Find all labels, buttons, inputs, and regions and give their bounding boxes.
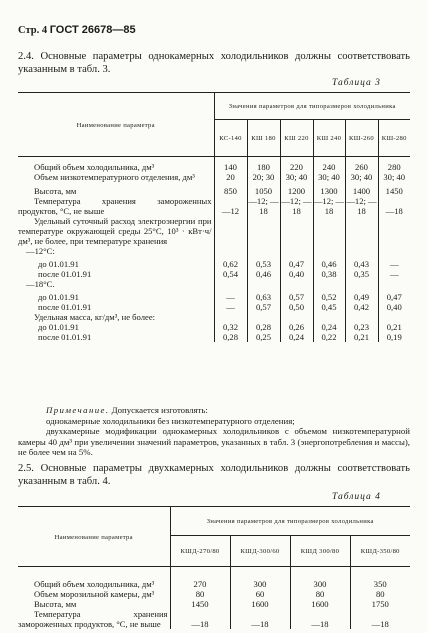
row-label: до 01.01.91 bbox=[38, 259, 79, 269]
cell-value: —12 bbox=[214, 196, 247, 216]
row-label: Общий объем холодильника, дм³ bbox=[34, 579, 155, 589]
cell-value bbox=[313, 216, 345, 246]
cell-value: 0,22 bbox=[313, 332, 345, 342]
section-2-5: 2.5. Основные параметры двухкамерных холодильников должны соответствовать указанным в табл. 4. bbox=[18, 463, 410, 487]
row-label: Удельная масса, кг/дм³, не более: bbox=[34, 312, 156, 322]
cell-value: 1450 bbox=[378, 182, 410, 196]
cell-value: 0,52 bbox=[313, 289, 345, 302]
cell-value bbox=[280, 279, 313, 289]
cell-value bbox=[378, 246, 410, 256]
cell-value: 220 bbox=[280, 157, 313, 173]
cell-value: —18 bbox=[170, 609, 230, 629]
cell-value: 0,40 bbox=[280, 269, 313, 279]
table3-col-header: КШ-280 bbox=[378, 120, 410, 157]
table-row bbox=[18, 216, 410, 246]
cell-value: —18 bbox=[350, 609, 410, 629]
cell-value: 20 bbox=[214, 172, 247, 182]
cell-value: 0,62 bbox=[214, 256, 247, 269]
cell-value: —18 bbox=[378, 196, 410, 216]
cell-value bbox=[345, 279, 378, 289]
cell-value bbox=[214, 279, 247, 289]
cell-value: 0,23 bbox=[345, 322, 378, 332]
row-label: Удельный суточный расход электроэнергии при температуре окружающей среды 25°С, 10³ · кВт·ч/дм³, не более, при температуре хранения bbox=[18, 216, 212, 246]
cell-value bbox=[280, 216, 313, 246]
cell-value: 1300 bbox=[313, 182, 345, 196]
cell-value: 30; 40 bbox=[345, 172, 378, 182]
cell-value bbox=[313, 279, 345, 289]
row-label: Объем низкотемпературного отделения, дм³ bbox=[34, 172, 195, 182]
page-header bbox=[18, 24, 136, 36]
cell-value: 0,50 bbox=[280, 302, 313, 312]
cell-value bbox=[345, 312, 378, 322]
cell-value: 0,43 bbox=[345, 256, 378, 269]
cell-value: 0,45 bbox=[313, 302, 345, 312]
row-label: Температура хранения замороженных продуктов, °С, не выше bbox=[18, 609, 168, 629]
cell-value bbox=[378, 216, 410, 246]
cell-value bbox=[280, 312, 313, 322]
table-row bbox=[18, 269, 410, 279]
table-row bbox=[18, 182, 410, 196]
table-row bbox=[18, 589, 410, 599]
cell-value: —18 bbox=[290, 609, 350, 629]
page-number: Стр. 4 bbox=[18, 25, 48, 36]
row-label: Общий объем холодильника, дм³ bbox=[34, 162, 155, 172]
cell-value bbox=[345, 216, 378, 246]
cell-value: — bbox=[214, 302, 247, 312]
table-row bbox=[18, 609, 410, 629]
table3-col-header: КШ 180 bbox=[247, 120, 280, 157]
cell-value: 0,21 bbox=[378, 322, 410, 332]
cell-value: 240 bbox=[313, 157, 345, 173]
cell-value: 0,28 bbox=[214, 332, 247, 342]
cell-value: 30; 40 bbox=[313, 172, 345, 182]
table-row bbox=[18, 302, 410, 312]
table-row bbox=[18, 599, 410, 609]
row-label: —12°С: bbox=[26, 246, 55, 256]
cell-value: 30; 40 bbox=[280, 172, 313, 182]
table-row bbox=[18, 157, 410, 173]
cell-value: 280 bbox=[378, 157, 410, 173]
table3-col-header: КШ-260 bbox=[345, 120, 378, 157]
row-label: после 01.01.91 bbox=[38, 269, 92, 279]
row-label: Высота, мм bbox=[34, 599, 77, 609]
cell-value: 0,49 bbox=[345, 289, 378, 302]
cell-value: 0,40 bbox=[378, 302, 410, 312]
cell-value: 350 bbox=[350, 567, 410, 590]
cell-value: 1200 bbox=[280, 182, 313, 196]
table-row bbox=[18, 312, 410, 322]
cell-value bbox=[214, 246, 247, 256]
note-line3: двухкамерные модификации однокамерных холодильников с объемом низкотемпературной камеры 40 дм³ при увеличении значений параметров, указанных в табл. 3 (энергопотребления и массы), не более чем на 5%. bbox=[18, 426, 410, 458]
cell-value: 300 bbox=[230, 567, 290, 590]
table-3 bbox=[18, 92, 410, 342]
table3-param-header: Наименование параметра bbox=[18, 93, 214, 157]
cell-value: 0,25 bbox=[247, 332, 280, 342]
cell-value: — bbox=[378, 256, 410, 269]
cell-value bbox=[313, 246, 345, 256]
row-label: Температура хранения замороженных продуктов, °С, не выше bbox=[18, 196, 212, 216]
cell-value: —18 bbox=[230, 609, 290, 629]
cell-value: 80 bbox=[350, 589, 410, 599]
table4-param-header: Наименование параметра bbox=[18, 507, 170, 567]
cell-value: 180 bbox=[247, 157, 280, 173]
cell-value: 1750 bbox=[350, 599, 410, 609]
cell-value: 1600 bbox=[230, 599, 290, 609]
table3-col-header: КС-140 bbox=[214, 120, 247, 157]
table4-col-header: КШД-350/80 bbox=[350, 536, 410, 567]
table-4 bbox=[18, 506, 410, 629]
cell-value bbox=[378, 312, 410, 322]
row-label: после 01.01.91 bbox=[38, 302, 92, 312]
cell-value: 80 bbox=[170, 589, 230, 599]
cell-value: 0,38 bbox=[313, 269, 345, 279]
cell-value: 0,19 bbox=[378, 332, 410, 342]
cell-value bbox=[247, 312, 280, 322]
cell-value bbox=[247, 279, 280, 289]
cell-value: 0,35 bbox=[345, 269, 378, 279]
cell-value: 0,46 bbox=[313, 256, 345, 269]
row-label: до 01.01.91 bbox=[38, 322, 79, 332]
cell-value: — bbox=[214, 289, 247, 302]
gost-number: ГОСТ 26678—85 bbox=[49, 24, 136, 36]
cell-value bbox=[378, 279, 410, 289]
note-line1: Допускается изготовлять: bbox=[111, 405, 208, 415]
note-title: Примечание. bbox=[46, 405, 110, 415]
cell-value bbox=[280, 246, 313, 256]
cell-value: 270 bbox=[170, 567, 230, 590]
cell-value bbox=[247, 216, 280, 246]
cell-value: 1050 bbox=[247, 182, 280, 196]
table-row bbox=[18, 279, 410, 289]
table-row bbox=[18, 172, 410, 182]
cell-value: — bbox=[378, 269, 410, 279]
row-label: Объем морозильной камеры, дм³ bbox=[34, 589, 155, 599]
cell-value: 0,53 bbox=[247, 256, 280, 269]
cell-value bbox=[313, 312, 345, 322]
row-label: до 01.01.91 bbox=[38, 292, 79, 302]
cell-value: 140 bbox=[214, 157, 247, 173]
cell-value: 260 bbox=[345, 157, 378, 173]
cell-value: 0,46 bbox=[247, 269, 280, 279]
table-row bbox=[18, 567, 410, 590]
table4-group-header: Значения параметров для типоразмеров холодильника bbox=[170, 507, 410, 536]
cell-value bbox=[214, 216, 247, 246]
row-label: после 01.01.91 bbox=[38, 332, 92, 342]
table3-label: Таблица 3 bbox=[332, 78, 381, 88]
cell-value: —12; —18 bbox=[248, 196, 279, 216]
row-label: Высота, мм bbox=[34, 186, 77, 196]
cell-value: 1400 bbox=[345, 182, 378, 196]
cell-value: —12; —18 bbox=[346, 196, 377, 216]
cell-value: 1600 bbox=[290, 599, 350, 609]
table4-col-header: КШД-300/60 bbox=[230, 536, 290, 567]
table-row bbox=[18, 322, 410, 332]
table-row bbox=[18, 289, 410, 302]
cell-value: 30; 40 bbox=[378, 172, 410, 182]
cell-value: 0,63 bbox=[247, 289, 280, 302]
cell-value: 0,32 bbox=[214, 322, 247, 332]
cell-value: 300 bbox=[290, 567, 350, 590]
cell-value bbox=[214, 312, 247, 322]
cell-value: 0,26 bbox=[280, 322, 313, 332]
cell-value: 0,47 bbox=[280, 256, 313, 269]
cell-value: 0,42 bbox=[345, 302, 378, 312]
table3-note bbox=[18, 405, 410, 458]
cell-value: 0,21 bbox=[345, 332, 378, 342]
table4-col-header: КШД-270/80 bbox=[170, 536, 230, 567]
table-row bbox=[18, 246, 410, 256]
cell-value: 1450 bbox=[170, 599, 230, 609]
cell-value bbox=[247, 246, 280, 256]
cell-value: 0,24 bbox=[280, 332, 313, 342]
table4-label: Таблица 4 bbox=[332, 492, 381, 502]
cell-value: 0,24 bbox=[313, 322, 345, 332]
cell-value: 0,57 bbox=[247, 302, 280, 312]
cell-value: 0,57 bbox=[280, 289, 313, 302]
table-row bbox=[18, 332, 410, 342]
table4-col-header: КШД 300/80 bbox=[290, 536, 350, 567]
cell-value: 60 bbox=[230, 589, 290, 599]
table3-col-header: КШ 220 bbox=[280, 120, 313, 157]
section-2-4: 2.4. Основные параметры однокамерных холодильников должны соответствовать указанным в табл. 3. bbox=[18, 51, 410, 75]
cell-value: 20; 30 bbox=[247, 172, 280, 182]
cell-value: 850 bbox=[214, 182, 247, 196]
note-line2: однокамерные холодильники без низкотемпературного отделения; bbox=[46, 415, 295, 426]
cell-value: —12; —18 bbox=[313, 196, 345, 216]
cell-value: 0,28 bbox=[247, 322, 280, 332]
table-row bbox=[18, 196, 410, 216]
cell-value bbox=[345, 246, 378, 256]
cell-value: 0,54 bbox=[214, 269, 247, 279]
table3-col-header: КШ 240 bbox=[313, 120, 345, 157]
cell-value: 80 bbox=[290, 589, 350, 599]
table3-group-header: Значения параметров для типоразмеров холодильника bbox=[214, 93, 410, 120]
row-label: —18°С. bbox=[26, 279, 55, 289]
cell-value: —12; —18 bbox=[281, 196, 312, 216]
cell-value: 0,47 bbox=[378, 289, 410, 302]
table-row bbox=[18, 256, 410, 269]
